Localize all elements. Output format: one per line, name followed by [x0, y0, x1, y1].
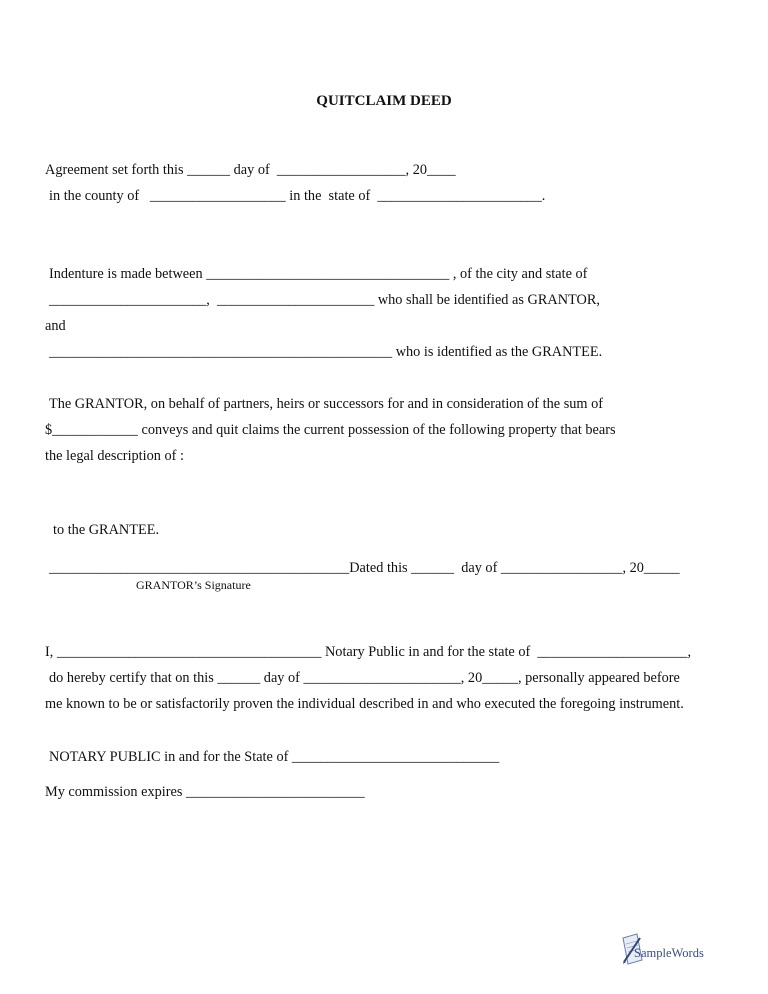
- notary-line-1: I, _____________________________________ Notary Public in and for the state of _____________________,: [45, 644, 692, 660]
- indenture-line-1: Indenture is made between __________________________________ , of the city and state of: [49, 266, 588, 282]
- indenture-line-4: ________________________________________________ who is identified as the GRANTEE.: [49, 344, 603, 360]
- document-title: QUITCLAIM DEED: [316, 93, 452, 109]
- signature-caption: GRANTOR’s Signature: [136, 578, 251, 592]
- notary-line-3: me known to be or satisfactorily proven the individual described in and who executed the foregoing instrument.: [45, 696, 684, 712]
- agreement-line-2: in the county of ___________________ in the state of _______________________.: [49, 188, 546, 204]
- grantor-clause-line-3: the legal description of :: [45, 448, 184, 464]
- grantor-clause-line-2: $____________ conveys and quit claims the current possession of the following property that bears: [45, 422, 616, 438]
- agreement-line-1: Agreement set forth this ______ day of __________________, 20____: [45, 162, 456, 178]
- to-grantee-line: to the GRANTEE.: [53, 522, 160, 538]
- samplewords-logo-text: SampleWords: [634, 946, 704, 960]
- notary-line-2: do hereby certify that on this ______ day of ______________________, 20_____, personally appeared before: [49, 670, 680, 686]
- indenture-line-2: ______________________, ______________________ who shall be identified as GRANTOR,: [49, 292, 600, 308]
- indenture-line-3: and: [45, 318, 66, 334]
- samplewords-watermark: [620, 932, 710, 968]
- notary-public-line: NOTARY PUBLIC in and for the State of _____________________________: [49, 749, 500, 765]
- signature-line: __________________________________________Dated this ______ day of _________________, 20_____: [49, 560, 680, 576]
- commission-line: My commission expires _________________________: [45, 784, 365, 800]
- grantor-clause-line-1: The GRANTOR, on behalf of partners, heirs or successors for and in consideration of the sum of: [49, 396, 604, 412]
